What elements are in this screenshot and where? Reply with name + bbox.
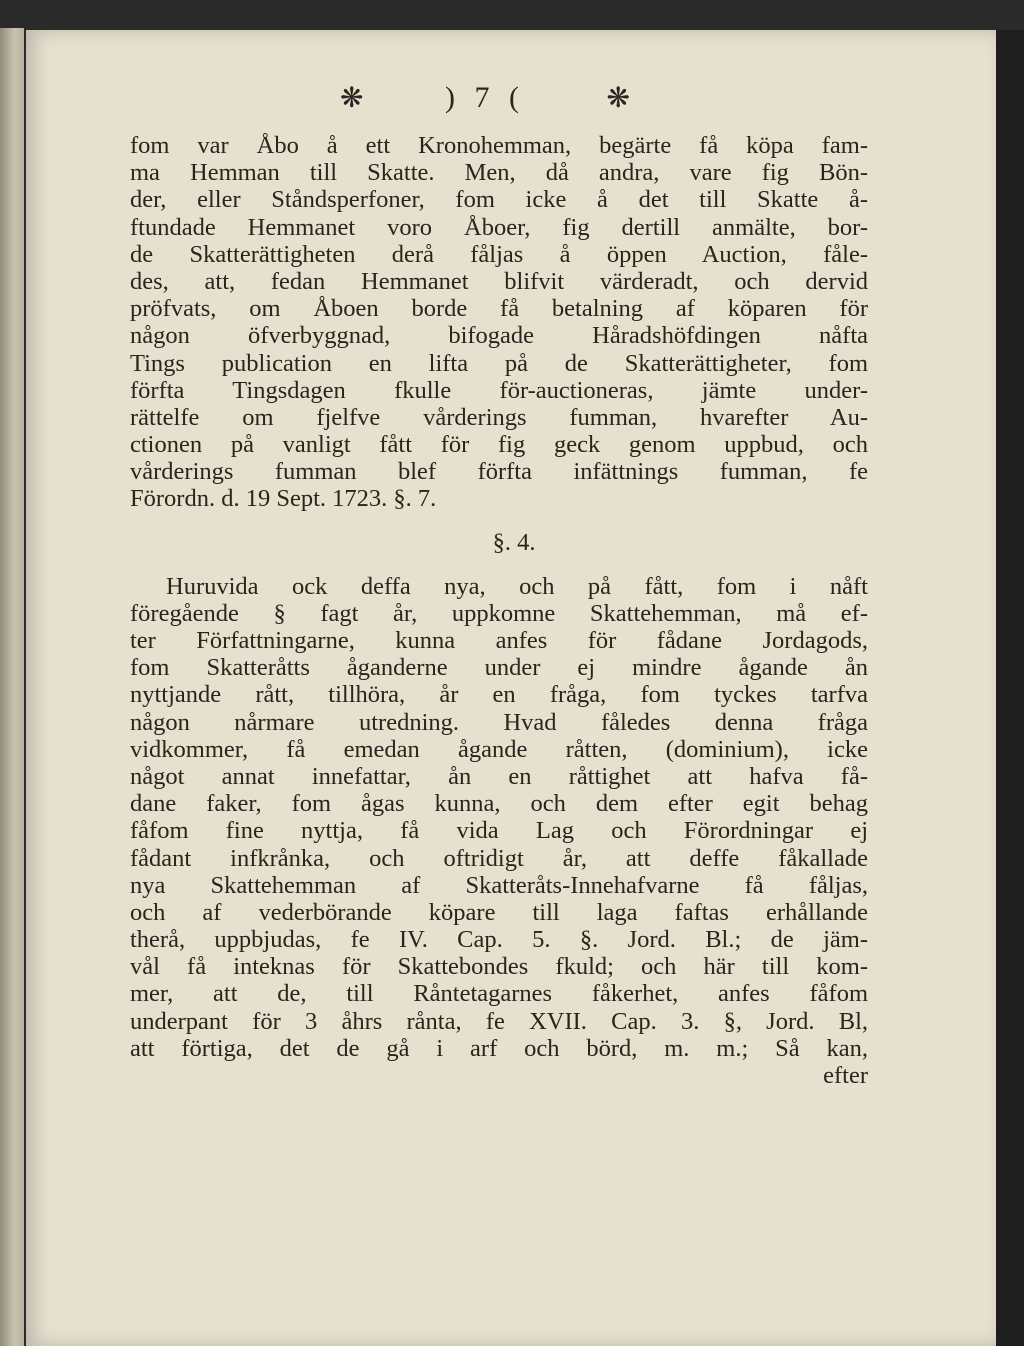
text-line: nya Skattehemman af Skatteråts-Innehafvarne få fåljas, <box>130 871 868 899</box>
text-line: dane faker, fom ågas kunna, och dem efter egit behag <box>130 790 868 818</box>
left-ornament-icon: ❋ <box>340 81 364 114</box>
right-ornament-icon: ❋ <box>606 81 630 114</box>
text-line: Förordn. d. 19 Sept. 1723. §. 7. <box>130 485 437 513</box>
text-line: fåfom fine nyttja, få vida Lag och Förordningar ej <box>130 817 868 845</box>
text-line: förfta Tingsdagen fkulle för-auctioneras, jämte under- <box>130 376 868 404</box>
text-line: ctionen på vanligt fått för fig geck genom uppbud, och <box>130 431 868 459</box>
text-line: fom Skatteråtts åganderne under ej mindre ågande ån <box>130 654 868 682</box>
page-header <box>340 78 630 118</box>
text-line: Tings publication en lifta på de Skatterättigheter, fom <box>130 349 868 377</box>
text-line: rättelfe om fjelfve vårderings fumman, hvarefter Au- <box>130 403 868 431</box>
text-line: underpant för 3 åhrs rånta, fe XVII. Cap. 3. §, Jord. Bl, <box>130 1007 868 1035</box>
text-line: ma Hemman till Skatte. Men, då andra, vare fig Bön- <box>130 159 868 187</box>
text-line: någon nårmare utredning. Hvad fåledes denna fråga <box>130 708 868 736</box>
text-line: nyttjande rått, tillhöra, år en fråga, fom tyckes tarfva <box>130 681 868 709</box>
text-line: fom var Åbo å ett Kronohemman, begärte få köpa fam- <box>130 132 868 159</box>
text-line: något annat innefattar, ån en råttighet att hafva få- <box>130 762 868 790</box>
text-line: någon öfverbyggnad, bifogade Håradshöfdingen nåfta <box>130 322 868 350</box>
text-line: Huruvida ock deffa nya, och på fått, fom i nåft <box>166 572 868 600</box>
text-line: mer, att de, till Råntetagarnes fåkerhet, anfes fåfom <box>130 980 868 1008</box>
text-line: och af vederbörande köpare till laga faftas erhållande <box>130 898 868 926</box>
text-line: pröfvats, om Åboen borde få betalning af köparen för <box>130 295 868 323</box>
text-line: vårderings fumman blef förfta infättnings fumman, fe <box>130 458 868 486</box>
text-line: ter Författningarne, kunna anfes för fådane Jordagods, <box>130 627 868 654</box>
body-text <box>130 132 868 1089</box>
previous-page-edge <box>0 28 24 1346</box>
text-line: der, eller Ståndsperfoner, fom icke å det till Skatte å- <box>130 186 868 214</box>
text-line: de Skatterättigheten derå fåljas å öppen Auction, fåle- <box>130 240 868 268</box>
catchword: efter <box>823 1062 868 1089</box>
page-number: ) 7 ( <box>445 81 525 114</box>
text-line: vål få inteknas för Skattebondes fkuld; och här till kom- <box>130 953 868 981</box>
text-line: therå, uppbjudas, fe IV. Cap. 5. §. Jord. Bl.; de jäm- <box>130 926 868 954</box>
text-line: att förtiga, det de gå i arf och börd, m. m.; Så kan, <box>130 1034 868 1062</box>
text-line: ftundade Hemmanet voro Åboer, fig dertill anmälte, bor- <box>130 213 868 241</box>
section-heading: §. 4. <box>492 528 536 556</box>
text-line: fådant infkrånka, och oftridigt år, att deffe fåkallade <box>130 844 868 872</box>
text-line: vidkommer, få emedan ågande råtten, (dominium), icke <box>130 735 868 763</box>
scan-border <box>996 30 1024 1346</box>
text-line: föregående § fagt år, uppkomne Skattehemman, må ef- <box>130 599 868 627</box>
text-line: des, att, fedan Hemmanet blifvit värderadt, och dervid <box>130 267 868 295</box>
